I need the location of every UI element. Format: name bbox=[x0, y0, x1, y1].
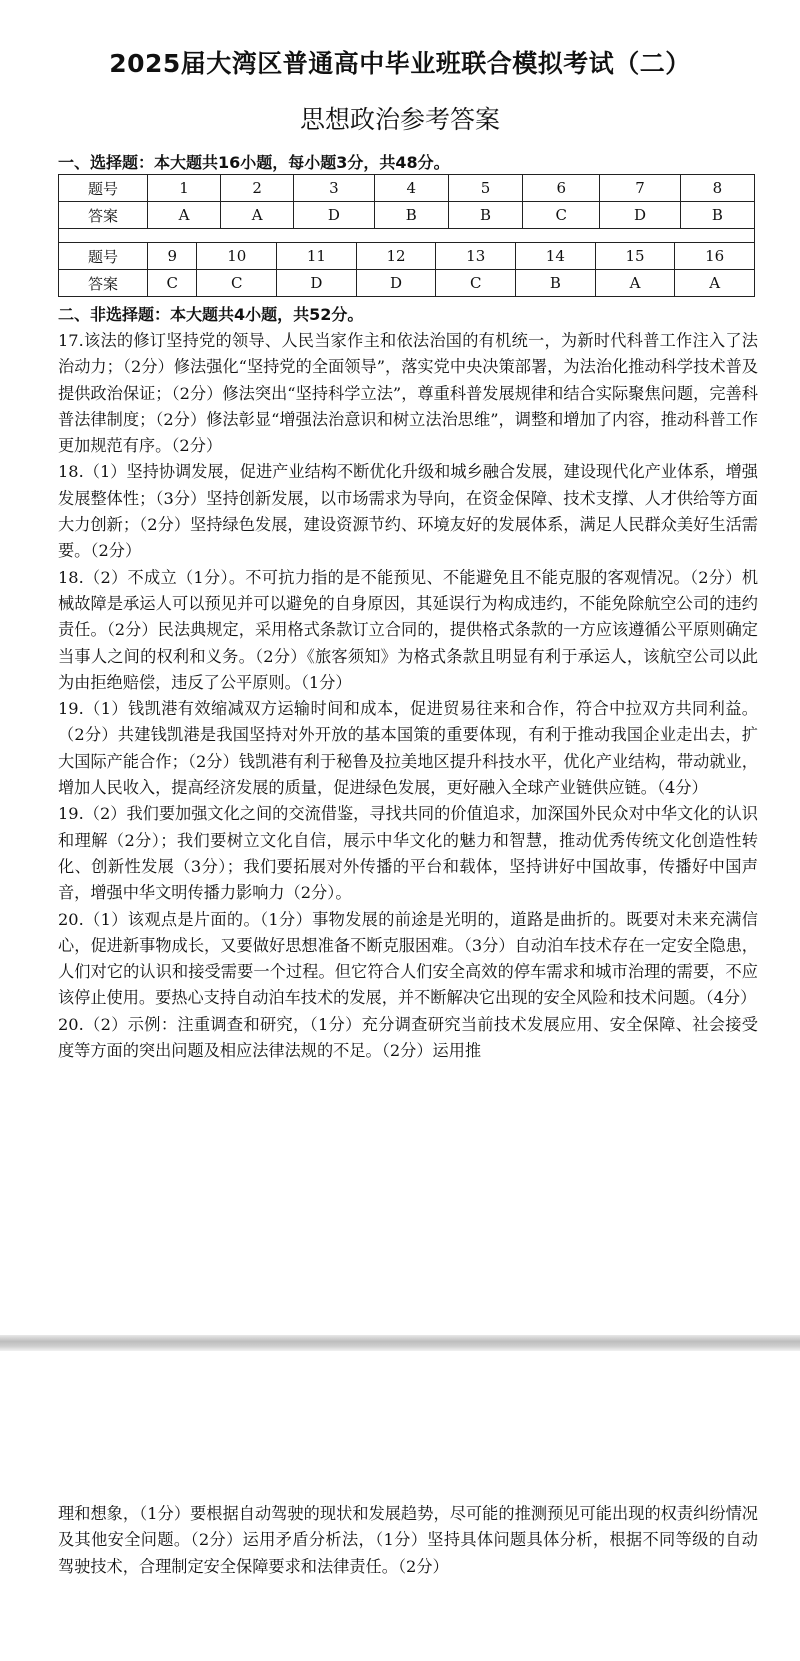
question-number-cell: 12 bbox=[356, 243, 436, 270]
answer-table-1 bbox=[58, 174, 755, 229]
question-number-cell: 3 bbox=[294, 175, 374, 202]
section-heading-choice: 一、选择题：本大题共16小题，每小题3分，共48分。 bbox=[58, 153, 450, 172]
table-header-cell: 题号 bbox=[59, 175, 148, 202]
question-number-cell: 14 bbox=[516, 243, 596, 270]
question-number-cell: 7 bbox=[600, 175, 680, 202]
answer-paragraph-20-2: 20.（2）示例：注重调查和研究，（1分）充分调查研究当前技术发展应用、安全保障、社会接受度等方面的突出问题及相应法律法规的不足。（2分）运用推 bbox=[58, 1014, 758, 1061]
question-number-cell: 9 bbox=[148, 243, 197, 270]
question-number-cell: 5 bbox=[448, 175, 522, 202]
section-heading-open: 二、非选择题：本大题共4小题，共52分。 bbox=[58, 305, 364, 324]
answer-paragraph-20-2-continued: 理和想象，（1分）要根据自动驾驶的现状和发展趋势，尽可能的推测预见可能出现的权责纠纷情况及其他安全问题。（2分）运用矛盾分析法，（1分）坚持具体问题具体分析，根据不同等级的自动驾驶技术，合理制定安全保障要求和法律责任。（2分） bbox=[58, 1504, 758, 1576]
answer-cell: C bbox=[197, 270, 277, 297]
question-number-cell: 6 bbox=[523, 175, 600, 202]
answer-cell: D bbox=[294, 202, 374, 229]
table-row bbox=[59, 175, 755, 202]
continuation-body bbox=[58, 1501, 758, 1580]
question-number-cell: 16 bbox=[675, 243, 755, 270]
question-number-cell: 10 bbox=[197, 243, 277, 270]
answer-table-2 bbox=[58, 242, 755, 297]
answer-cell: A bbox=[675, 270, 755, 297]
question-number-cell: 13 bbox=[436, 243, 516, 270]
answer-cell: B bbox=[448, 202, 522, 229]
question-number-cell: 4 bbox=[374, 175, 448, 202]
table-row bbox=[59, 243, 755, 270]
question-number-cell: 2 bbox=[221, 175, 294, 202]
table-gap bbox=[58, 228, 755, 242]
answer-cell: D bbox=[600, 202, 680, 229]
table-header-cell: 题号 bbox=[59, 243, 148, 270]
answer-cell: A bbox=[221, 202, 294, 229]
table-header-cell: 答案 bbox=[59, 202, 148, 229]
answer-paragraph-17: 17.该法的修订坚持党的领导、人民当家作主和依法治国的有机统一，为新时代科普工作注入了法治动力；（2分）修法强化“坚持党的全面领导”，落实党中央决策部署，为法治化推动科学技术普及提供政治保证；（2分）修法突出“坚持科学立法”，尊重科普发展规律和结合实际聚焦问题，完善科普法律制度；（2分）修法彰显“增强法治意识和树立法治思维”，调整和增加了内容，推动科普工作更加规范有序。（2分） bbox=[58, 331, 758, 456]
question-number-cell: 1 bbox=[148, 175, 221, 202]
question-number-cell: 8 bbox=[680, 175, 754, 202]
answer-paragraph-18-1: 18.（1）坚持协调发展，促进产业结构不断优化升级和城乡融合发展，建设现代化产业体系，增强发展整体性；（3分）坚持创新发展，以市场需求为导向，在资金保障、技术支撑、人才供给等方面大力创新；（2分）坚持绿色发展，建设资源节约、环境友好的发展体系，满足人民群众美好生活需要。（2分） bbox=[58, 462, 758, 561]
answer-cell: D bbox=[277, 270, 357, 297]
answer-paragraph-19-2: 19.（2）我们要加强文化之间的交流借鉴，寻找共同的价值追求，加深国外民众对中华文化的认识和理解（2分）；我们要树立文化自信，展示中华文化的魅力和智慧，推动优秀传统文化创造性转化、创新性发展（3分）；我们要拓展对外传播的平台和载体，坚持讲好中国故事，传播好中国声音，增强中华文明传播力影响力（2分）。 bbox=[58, 804, 758, 903]
answer-paragraph-19-1: 19.（1）钱凯港有效缩减双方运输时间和成本，促进贸易往来和合作，符合中拉双方共同利益。（2分）共建钱凯港是我国坚持对外开放的基本国策的重要体现，有利于推动我国企业走出去，扩大国际产能合作；（2分）钱凯港有利于秘鲁及拉美地区提升科技水平，优化产业结构，带动就业，增加人民收入，提高经济发展的质量，促进绿色发展，更好融入全球产业链供应链。（4分） bbox=[58, 699, 758, 798]
answer-cell: A bbox=[148, 202, 221, 229]
answer-cell: B bbox=[516, 270, 596, 297]
page-divider bbox=[0, 1335, 800, 1351]
answer-cell: C bbox=[523, 202, 600, 229]
question-number-cell: 15 bbox=[595, 243, 675, 270]
answer-paragraph-20-1: 20.（1）该观点是片面的。（1分）事物发展的前途是光明的，道路是曲折的。既要对未来充满信心，促进新事物成长，又要做好思想准备不断克服困难。（3分）自动泊车技术存在一定安全隐患，人们对它的认识和接受需要一个过程。但它符合人们安全高效的停车需求和城市治理的需要，不应该停止使用。要热心支持自动泊车技术的发展，并不断解决它出现的安全风险和技术问题。（4分） bbox=[58, 909, 758, 1008]
answer-cell: C bbox=[436, 270, 516, 297]
answer-cell: B bbox=[680, 202, 754, 229]
document-subtitle: 思想政治参考答案 bbox=[299, 105, 500, 134]
table-header-cell: 答案 bbox=[59, 270, 148, 297]
answer-body bbox=[58, 328, 758, 1064]
answer-cell: B bbox=[374, 202, 448, 229]
table-row bbox=[59, 202, 755, 229]
question-number-cell: 11 bbox=[277, 243, 357, 270]
table-row bbox=[59, 270, 755, 297]
answer-cell: A bbox=[595, 270, 675, 297]
document-title: 2025届大湾区普通高中毕业班联合模拟考试（二） bbox=[109, 49, 691, 78]
answer-cell: C bbox=[148, 270, 197, 297]
answer-cell: D bbox=[356, 270, 436, 297]
answer-paragraph-18-2: 18.（2）不成立（1分）。不可抗力指的是不能预见、不能避免且不能克服的客观情况。（2分）机械故障是承运人可以预见并可以避免的自身原因，其延误行为构成违约，不能免除航空公司的违约责任。（2分）民法典规定，采用格式条款订立合同的，提供格式条款的一方应该遵循公平原则确定当事人之间的权利和义务。（2分）《旅客须知》为格式条款且明显有利于承运人，该航空公司以此为由拒绝赔偿，违反了公平原则。（1分） bbox=[58, 567, 758, 692]
